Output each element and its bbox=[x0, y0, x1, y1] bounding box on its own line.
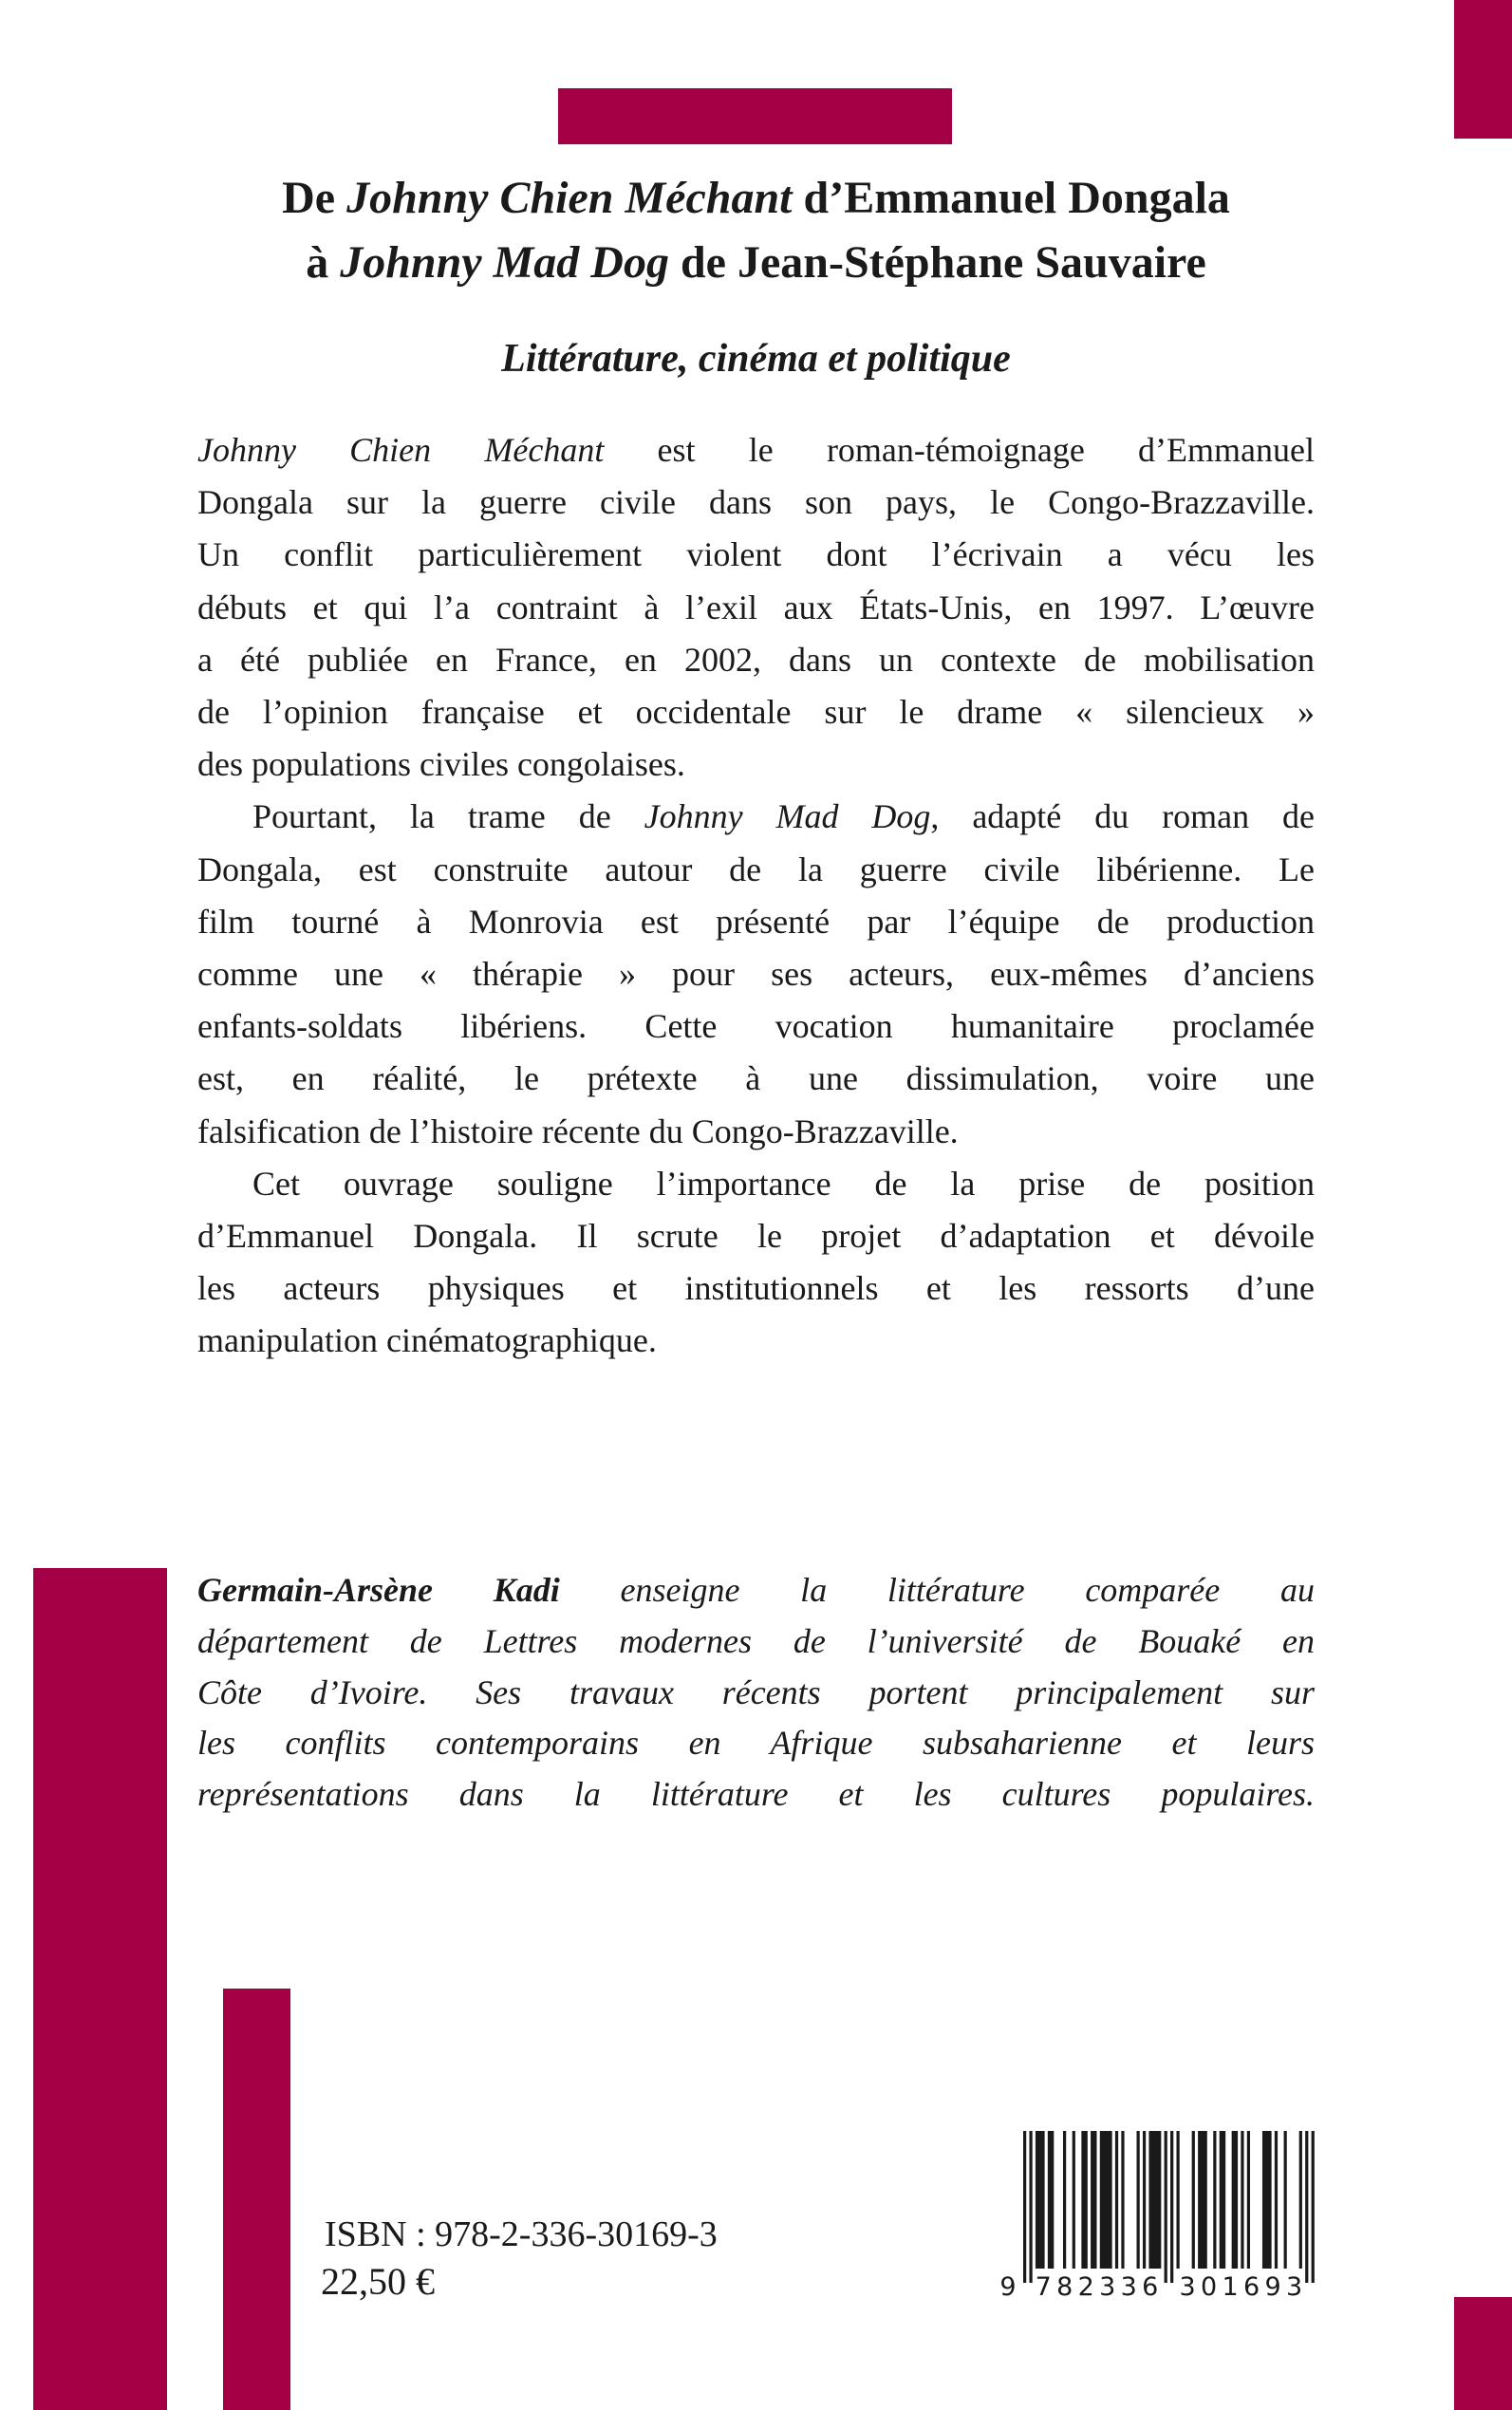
text-segment: de Jean-Stéphane Sauvaire bbox=[668, 237, 1206, 288]
barcode-bar bbox=[1262, 2131, 1272, 2269]
text-segment: enfants-soldats libériens. Cette vocation humanitaire proclamée bbox=[197, 1007, 1315, 1046]
bio-line bbox=[197, 1769, 1315, 1821]
text-segment: d’Emmanuel Dongala. Il scrute le projet d’adaptation et dévoile bbox=[197, 1217, 1315, 1256]
barcode-bar bbox=[1081, 2131, 1087, 2269]
text-segment: Dongala, est construite autour de la guerre civile libérienne. Le bbox=[197, 850, 1315, 888]
summary-line bbox=[197, 476, 1315, 529]
book-subtitle: Littérature, cinéma et politique bbox=[501, 337, 1011, 381]
right-bottom-accent-bar bbox=[1454, 2297, 1512, 2410]
book-title bbox=[0, 166, 1512, 295]
text-segment: De bbox=[282, 173, 347, 223]
text-segment: Johnny Chien Méchant bbox=[346, 173, 793, 223]
barcode-graphic bbox=[995, 2126, 1322, 2307]
barcode-bar bbox=[1023, 2131, 1026, 2283]
barcode-bar bbox=[1148, 2131, 1161, 2269]
barcode-bar bbox=[1305, 2131, 1308, 2283]
barcode-bar bbox=[1220, 2131, 1225, 2269]
barcode-bar bbox=[1192, 2131, 1195, 2269]
barcode-bar bbox=[1115, 2131, 1118, 2269]
summary-text bbox=[197, 424, 1315, 1368]
text-segment: Johnny Mad Dog bbox=[340, 237, 669, 288]
barcode-bar bbox=[1121, 2131, 1124, 2269]
bio-line bbox=[197, 1668, 1315, 1719]
text-segment: département de Lettres modernes de l’université de Bouaké en bbox=[197, 1621, 1315, 1660]
bio-line bbox=[197, 1718, 1315, 1769]
bio-line bbox=[197, 1616, 1315, 1668]
summary-line bbox=[197, 1053, 1315, 1105]
text-segment: est le roman-témoignage d’Emmanuel bbox=[604, 431, 1315, 469]
barcode-bar bbox=[1029, 2131, 1032, 2283]
summary-line bbox=[197, 424, 1315, 476]
summary-line bbox=[197, 738, 1315, 791]
barcode-bar bbox=[1312, 2131, 1315, 2283]
left-short-accent-bar bbox=[223, 1989, 290, 2410]
text-segment: les acteurs physiques et institutionnels et les ressorts d’une bbox=[197, 1269, 1315, 1308]
summary-line bbox=[197, 529, 1315, 581]
summary-line bbox=[197, 582, 1315, 634]
summary-line bbox=[197, 791, 1315, 843]
title-line-1 bbox=[0, 166, 1512, 231]
barcode-bar bbox=[1198, 2131, 1207, 2269]
barcode-digits: 9 bbox=[999, 2272, 1017, 2302]
text-segment: d’Emmanuel Dongala bbox=[792, 173, 1230, 223]
bio-line bbox=[197, 1565, 1315, 1616]
barcode-bar bbox=[1247, 2131, 1250, 2269]
barcode-bar bbox=[1063, 2131, 1066, 2269]
summary-line bbox=[197, 1106, 1315, 1158]
barcode-bar bbox=[1143, 2131, 1146, 2269]
text-segment: Cet ouvrage souligne l’importance de la prise de position bbox=[252, 1164, 1315, 1203]
barcode-bar bbox=[1213, 2131, 1216, 2269]
text-segment: falsification de l’histoire récente du Congo-Brazzaville. bbox=[197, 1112, 959, 1150]
summary-line bbox=[197, 634, 1315, 686]
text-segment: des populations civiles congolaises. bbox=[197, 745, 685, 784]
summary-line bbox=[197, 1000, 1315, 1053]
summary-line bbox=[197, 896, 1315, 948]
text-segment: Johnny Mad Dog bbox=[644, 797, 931, 836]
text-segment: Germain-Arsène Kadi bbox=[197, 1571, 560, 1609]
barcode-bar bbox=[1073, 2131, 1075, 2269]
left-long-accent-bar bbox=[33, 1568, 167, 2410]
barcode-bar bbox=[1170, 2131, 1173, 2283]
barcode-bar bbox=[1177, 2131, 1180, 2269]
barcode-bar bbox=[1165, 2131, 1167, 2283]
text-segment: film tourné à Monrovia est présenté par l’équipe de production bbox=[197, 902, 1315, 941]
barcode-bar bbox=[1091, 2131, 1096, 2269]
barcode-bar bbox=[1232, 2131, 1238, 2269]
summary-line bbox=[197, 1210, 1315, 1262]
summary-line bbox=[197, 686, 1315, 738]
text-segment: à bbox=[306, 237, 341, 288]
text-segment: Pourtant, la trame de bbox=[252, 797, 644, 836]
barcode-bar bbox=[1241, 2131, 1243, 2269]
barcode-bar bbox=[1036, 2131, 1045, 2269]
barcode-bar bbox=[1100, 2131, 1112, 2269]
summary-line bbox=[197, 948, 1315, 1000]
barcode-bar bbox=[1048, 2131, 1054, 2269]
author-bio bbox=[197, 1565, 1315, 1821]
text-segment: est, en réalité, le prétexte à une dissimulation, voire une bbox=[197, 1059, 1315, 1098]
barcode-digits: 782336 bbox=[1035, 2272, 1159, 2302]
barcode-bar bbox=[1299, 2131, 1302, 2269]
text-segment: représentations dans la littérature et les cultures populaires. bbox=[197, 1775, 1315, 1813]
text-segment: Côte d’Ivoire. Ses travaux récents portent principalement sur bbox=[197, 1672, 1315, 1711]
barcode-bar bbox=[1284, 2131, 1287, 2269]
top-accent-bar bbox=[558, 88, 952, 144]
summary-line bbox=[197, 1158, 1315, 1210]
summary-line bbox=[197, 1262, 1315, 1315]
text-segment: a été publiée en France, en 2002, dans un contexte de mobilisation bbox=[197, 640, 1315, 679]
right-top-accent-bar bbox=[1454, 0, 1512, 139]
title-line-2 bbox=[0, 231, 1512, 295]
text-segment: Un conflit particulièrement violent dont l’écrivain a vécu les bbox=[197, 535, 1315, 574]
price-label: 22,50 € bbox=[321, 2260, 435, 2303]
isbn-label: ISBN : 978-2-336-30169-3 bbox=[325, 2214, 718, 2254]
summary-line bbox=[197, 844, 1315, 896]
text-segment: Dongala sur la guerre civile dans son pays, le Congo-Brazzaville. bbox=[197, 483, 1315, 522]
text-segment: débuts et qui l’a contraint à l’exil aux États-Unis, en 1997. L’œuvre bbox=[197, 588, 1315, 626]
summary-line bbox=[197, 1315, 1315, 1367]
text-segment: de l’opinion française et occidentale sur le drame « silencieux » bbox=[197, 693, 1315, 732]
barcode-bar bbox=[1137, 2131, 1140, 2269]
text-segment: , adapté du roman de bbox=[930, 797, 1315, 836]
text-segment: Johnny Chien Méchant bbox=[197, 431, 605, 469]
isbn-barcode bbox=[995, 2126, 1322, 2307]
text-segment: manipulation cinématographique. bbox=[197, 1321, 657, 1360]
barcode-bar bbox=[1275, 2131, 1278, 2269]
barcode-digits: 301693 bbox=[1179, 2272, 1303, 2302]
text-segment: les conflits contemporains en Afrique subsaharienne et leurs bbox=[197, 1724, 1315, 1763]
text-segment: enseigne la littérature comparée au bbox=[559, 1571, 1315, 1609]
text-segment: comme une « thérapie » pour ses acteurs, eux-mêmes d’anciens bbox=[197, 955, 1315, 994]
